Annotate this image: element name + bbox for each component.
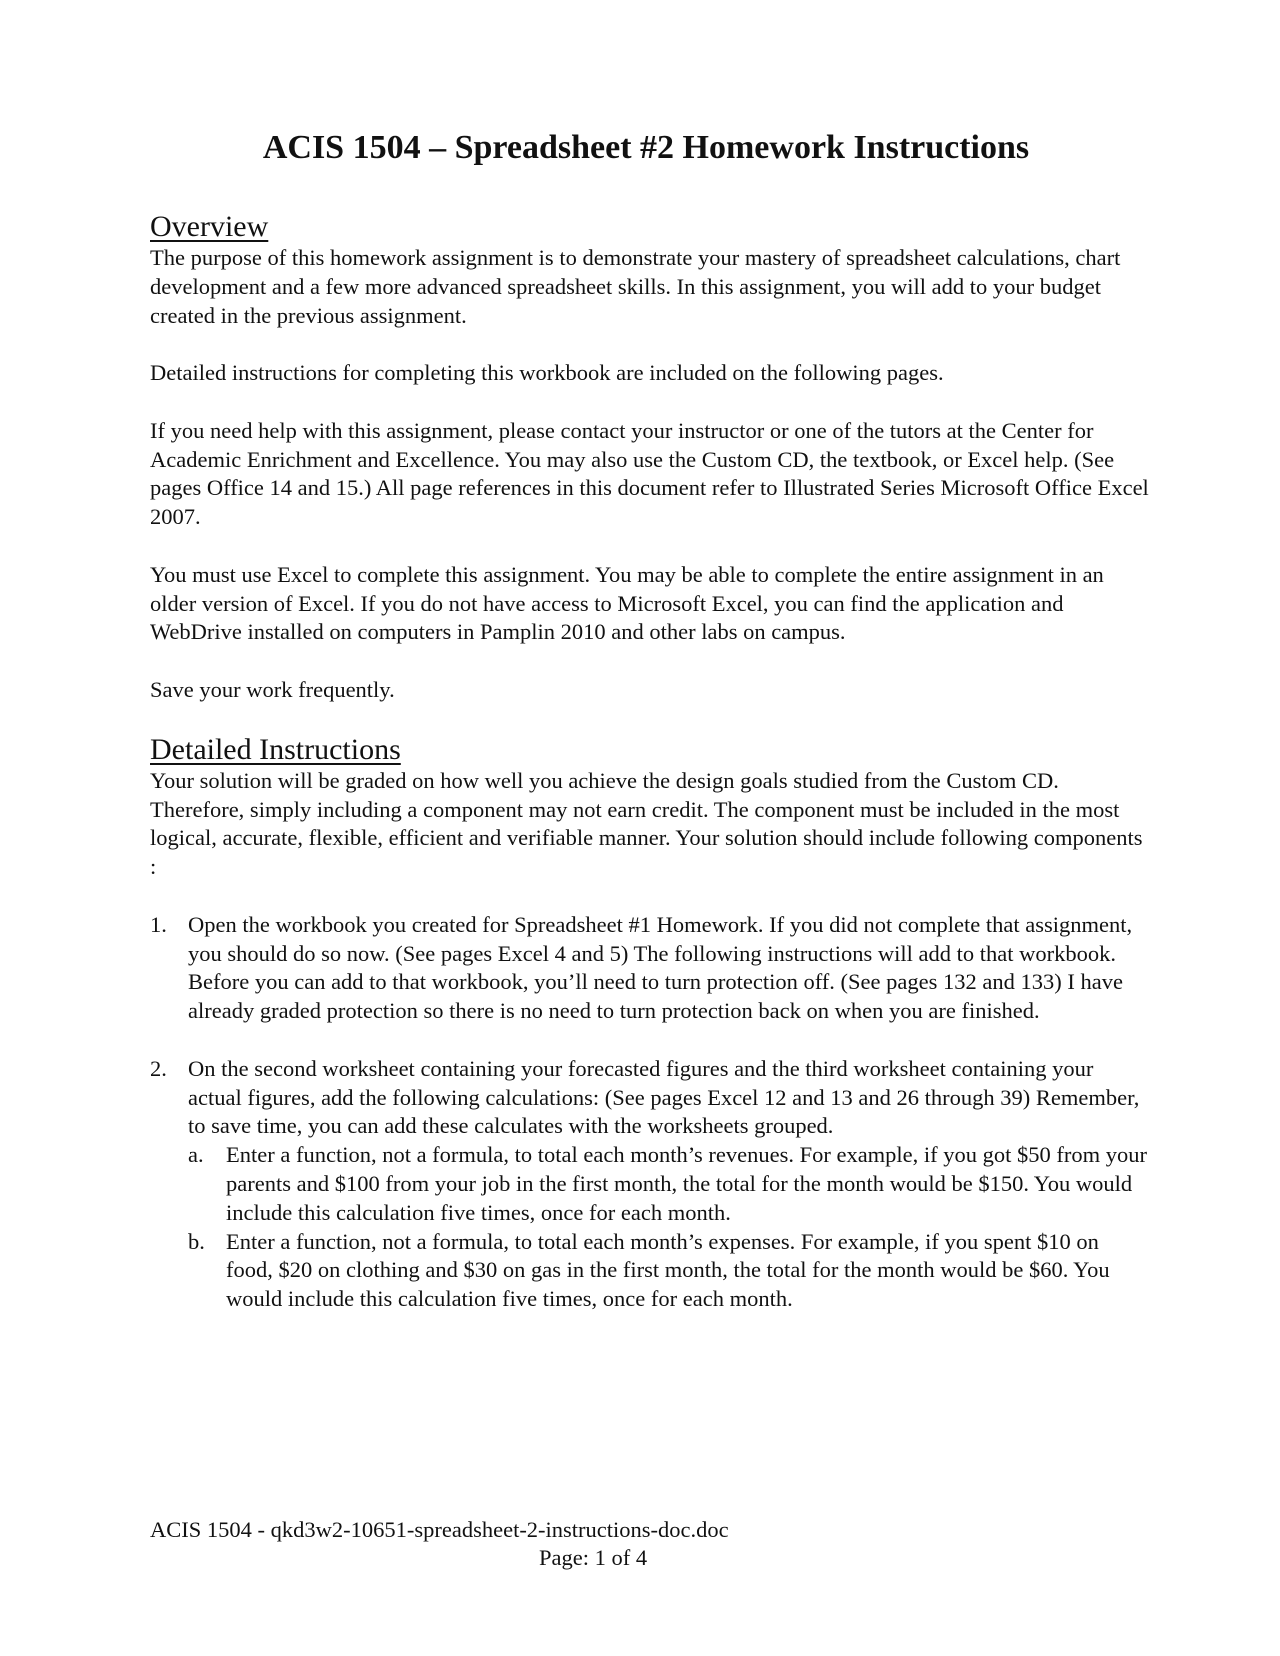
overview-paragraph-detailed-note: Detailed instructions for completing this workbook are included on the following pages. [150, 360, 944, 386]
substep-text: Enter a function, not a formula, to total each month’s expenses. For example, if you spent $10 on food, $20 on clothing and $30 on gas in the first month, the total for the month would be $60. You would include this calculation five times, once for each month. [226, 1228, 1110, 1312]
substep-letter: a. [188, 1142, 204, 1168]
substep-b [188, 1228, 1150, 1314]
footer-document-name: ACIS 1504 - qkd3w2-10651-spreadsheet-2-instructions-doc.doc [150, 1517, 729, 1542]
overview-heading: Overview [150, 210, 269, 243]
instruction-step-1 [150, 911, 1150, 1026]
document-title: ACIS 1504 – Spreadsheet #2 Homework Instructions [262, 129, 1030, 166]
footer-page-number: Page: 1 of 4 [539, 1545, 648, 1570]
detailed-instructions-heading: Detailed Instructions [150, 732, 401, 766]
instruction-steps-list [150, 911, 1150, 1314]
overview-paragraph-excel: You must use Excel to complete this assignment. You may be able to complete the entire assignment in an older version of Excel. If you do not have access to Microsoft Excel, you can find the application and WebDrive installed on computers in Pamplin 2010 and other labs on campus. [150, 561, 1104, 645]
substep-letter: b. [188, 1228, 205, 1254]
overview-paragraph-help: If you need help with this assignment, please contact your instructor or one of the tutors at the Center for Academic Enrichment and Excellence. You may also use the Custom CD, the textbook, or Excel help. (See pages Office 14 and 15.) All page references in this document refer to Illustrated Series Microsoft Office Excel 2007. [150, 417, 1149, 530]
step-number: 2. [150, 1055, 167, 1081]
overview-paragraph-purpose: The purpose of this homework assignment is to demonstrate your mastery of spreadsheet calculations, chart development and a few more advanced spreadsheet skills. In this assignment, you will add to your budget created in the previous assignment. [150, 245, 1121, 328]
step-number: 1. [150, 911, 167, 937]
step-text: On the second worksheet containing your forecasted figures and the third worksheet containing your actual figures, add the following calculations: (See pages Excel 12 and 13 and 26 through 39) Remember, to save time, you can add these calculates with the worksheets grouped. [188, 1055, 1140, 1139]
substeps-list [188, 1141, 1150, 1314]
step-text: Open the workbook you created for Spreadsheet #1 Homework. If you did not complete that assignment, you should do so now. (See pages Excel 4 and 5) The following instructions will add to that workbook. Before you can add to that workbook, you’ll need to turn protection off. (See pages 132 and 133) I have already graded protection so there is no need to turn protection back on when you are finished. [188, 911, 1133, 1024]
substep-text: Enter a function, not a formula, to total each month’s revenues. For example, if you got $50 from your parents and $100 from your job in the first month, the total for the month would be $150. You would include this calculation five times, once for each month. [226, 1142, 1148, 1225]
instruction-step-2 [150, 1055, 1150, 1314]
overview-paragraph-save: Save your work frequently. [150, 676, 395, 702]
document-body [150, 128, 1150, 1343]
substep-a [188, 1141, 1150, 1227]
detailed-instructions-intro: Your solution will be graded on how well you achieve the design goals studied from the Custom CD. Therefore, simply including a component may not earn credit. The component must be included in the most logical, accurate, flexible, efficient and verifiable manner. Your solution should include following components : [150, 767, 1143, 880]
page-footer [150, 1516, 1150, 1572]
